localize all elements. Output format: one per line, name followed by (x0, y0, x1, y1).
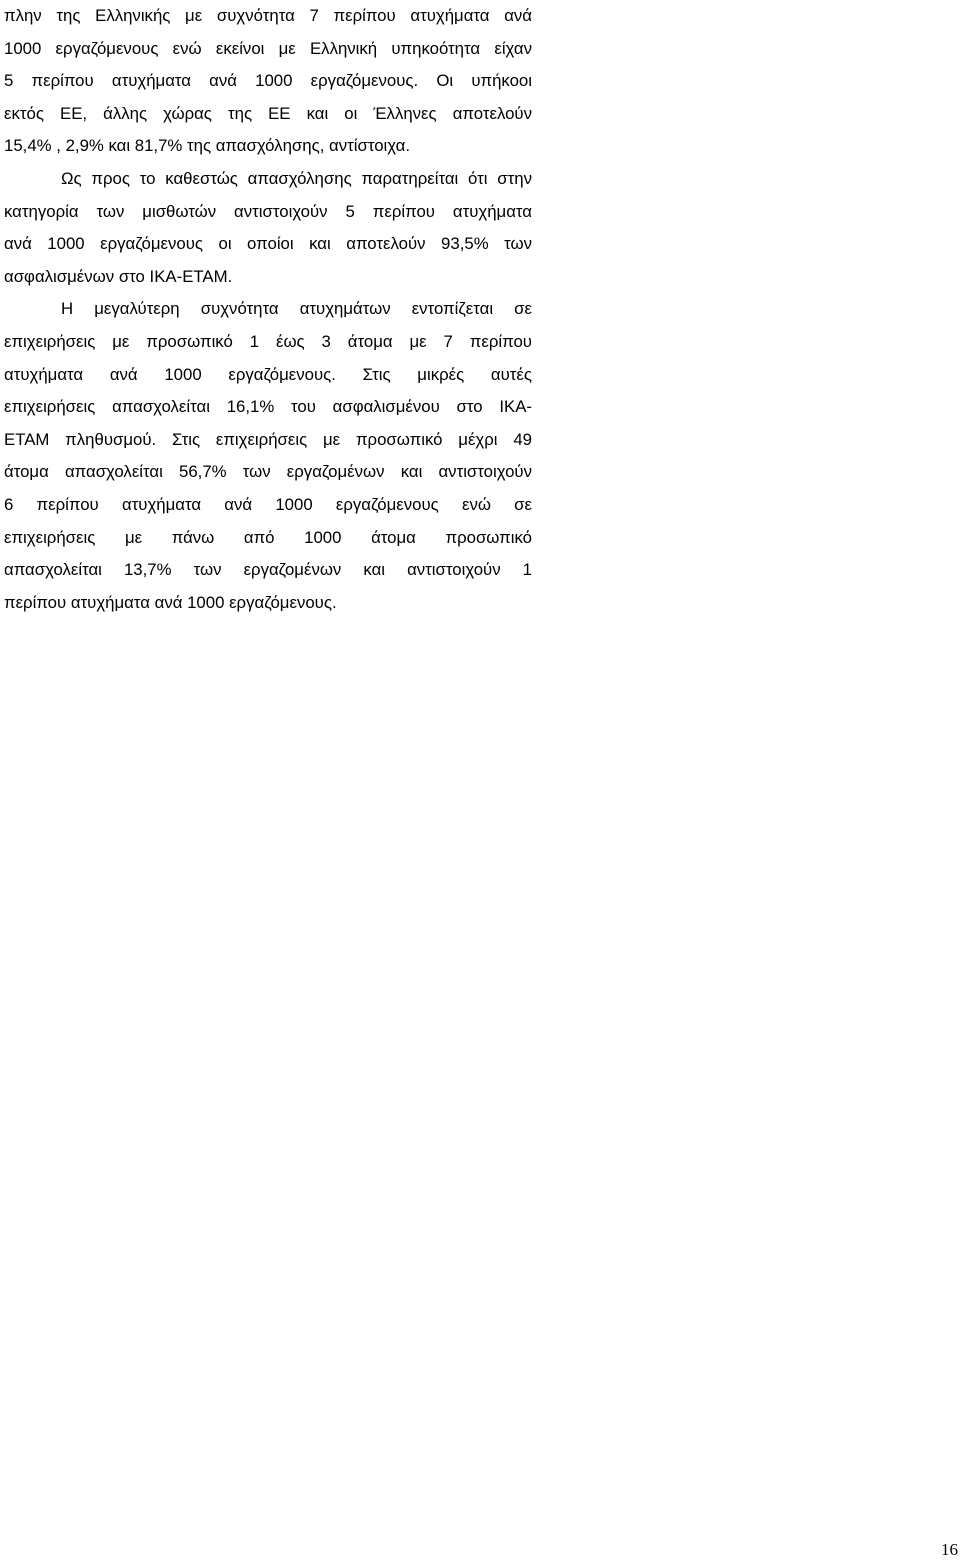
text-line: 6 περίπου ατυχήματα ανά 1000 εργαζόμενους ενώ σε (4, 494, 532, 514)
text-line: ασφαλισμένων στο ΙΚΑ-ΕΤΑΜ. (4, 266, 233, 286)
text-line: άτομα απασχολείται 56,7% των εργαζομένων και αντιστοιχούν (4, 462, 532, 482)
text-line: ΕΤΑΜ πληθυσμού. Στις επιχειρήσεις με προσωπικό μέχρι 49 (4, 429, 532, 449)
text-line: πλην της Ελληνικής με συχνότητα 7 περίπου ατυχήματα ανά (4, 6, 532, 25)
text-line: επιχειρήσεις με προσωπικό 1 έως 3 άτομα με 7 περίπου (4, 331, 532, 351)
text-line: επιχειρήσεις απασχολείται 16,1% του ασφαλισμένου στο ΙΚΑ- (4, 397, 532, 417)
text-line: απασχολείται 13,7% των εργαζομένων και αντιστοιχούν 1 (4, 560, 532, 580)
text-line: ανά 1000 εργαζόμενους οι οποίοι και αποτελούν 93,5% των (4, 234, 532, 254)
paragraph-first-line: Ως προς το καθεστώς απασχόλησης παρατηρείται ότι στην (61, 168, 532, 188)
text-line: 1000 εργαζόμενους ενώ εκείνοι με Ελληνική υπηκοότητα είχαν (4, 38, 532, 58)
text-line: ατυχήματα ανά 1000 εργαζόμενους. Στις μικρές αυτές (4, 364, 532, 384)
text-line: 5 περίπου ατυχήματα ανά 1000 εργαζόμενους. Οι υπήκοοι (4, 71, 532, 91)
text-line: περίπου ατυχήματα ανά 1000 εργαζόμενους. (4, 592, 337, 612)
text-line: επιχειρήσεις με πάνω από 1000 άτομα προσωπικό (4, 527, 532, 547)
page-number: 16 (941, 1540, 958, 1559)
text-line: κατηγορία των μισθωτών αντιστοιχούν 5 περίπου ατυχήματα (4, 201, 532, 221)
paragraph-first-line: Η μεγαλύτερη συχνότητα ατυχημάτων εντοπίζεται σε (61, 299, 532, 319)
text-line: εκτός ΕΕ, άλλης χώρας της ΕΕ και οι Έλληνες αποτελούν (4, 103, 532, 123)
document-body (4, 0, 532, 619)
text-line: 15,4% , 2,9% και 81,7% της απασχόλησης, αντίστοιχα. (4, 136, 410, 156)
